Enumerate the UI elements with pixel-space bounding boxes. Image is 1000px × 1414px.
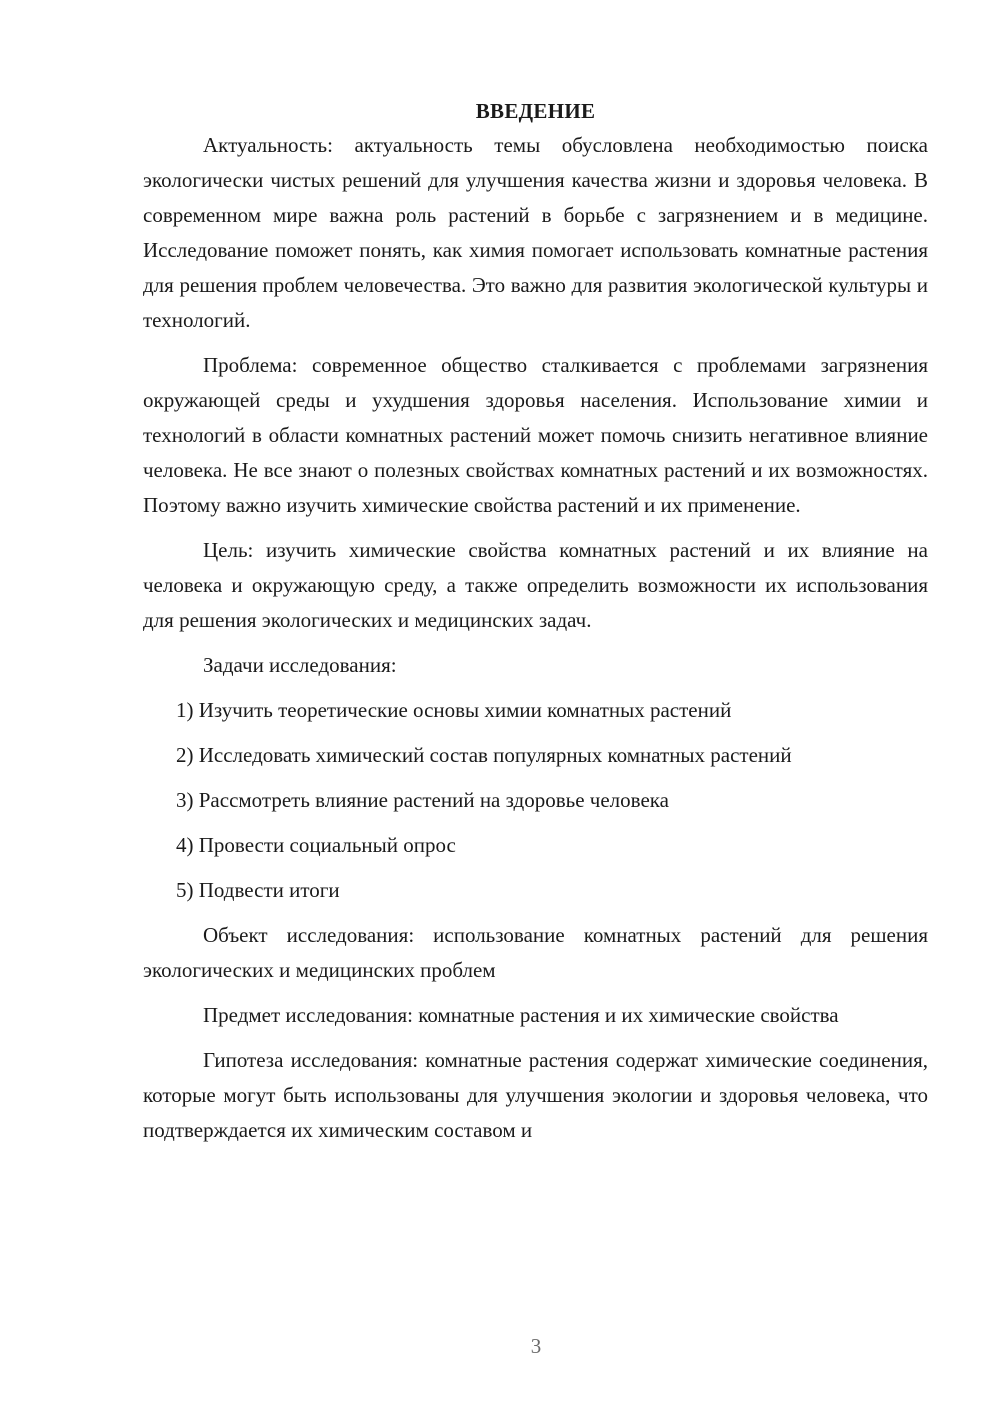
task-item-1: 1) Изучить теоретические основы химии комнатных растений [176,698,732,722]
task-item-3: 3) Рассмотреть влияние растений на здоровье человека [176,788,669,812]
page-content [143,96,928,1148]
subject-paragraph: Предмет исследования: комнатные растения и их химические свойства [203,1003,839,1027]
problem-paragraph: Проблема: современное общество сталкивается с проблемами загрязнения окружающей среды и ухудшения здоровья населения. Использование химии и технологий в области комнатных растений может помочь снизить негативное влияние человека. Не все знают о полезных свойствах комнатных растений и их возможностях. Поэтому важно изучить химические свойства растений и их применение. [143,353,928,517]
tasks-list [143,693,928,908]
object-paragraph: Объект исследования: использование комнатных растений для решения экологических и медицинских проблем [143,923,928,982]
task-item-2: 2) Исследовать химический состав популярных комнатных растений [176,743,792,767]
hypothesis-paragraph: Гипотеза исследования: комнатные растения содержат химические соединения, которые могут быть использованы для улучшения экологии и здоровья человека, что подтверждается их химическим составом и [143,1048,928,1142]
section-title: ВВЕДЕНИЕ [475,99,596,123]
page-number: 3 [530,1334,542,1358]
relevance-paragraph: Актуальность: актуальность темы обусловлена необходимостью поиска экологически чистых решений для улучшения качества жизни и здоровья человека. В современном мире важна роль растений в борьбе с загрязнением и в медицине. Исследование поможет понять, как химия помогает использовать комнатные растения для решения проблем человечества. Это важно для развития экологической культуры и технологий. [143,133,928,332]
goal-paragraph: Цель: изучить химические свойства комнатных растений и их влияние на человека и окружающую среду, а также определить возможности их использования для решения экологических и медицинских задач. [143,538,928,632]
tasks-heading: Задачи исследования: [203,653,397,677]
task-item-5: 5) Подвести итоги [176,878,340,902]
task-item-4: 4) Провести социальный опрос [176,833,456,857]
